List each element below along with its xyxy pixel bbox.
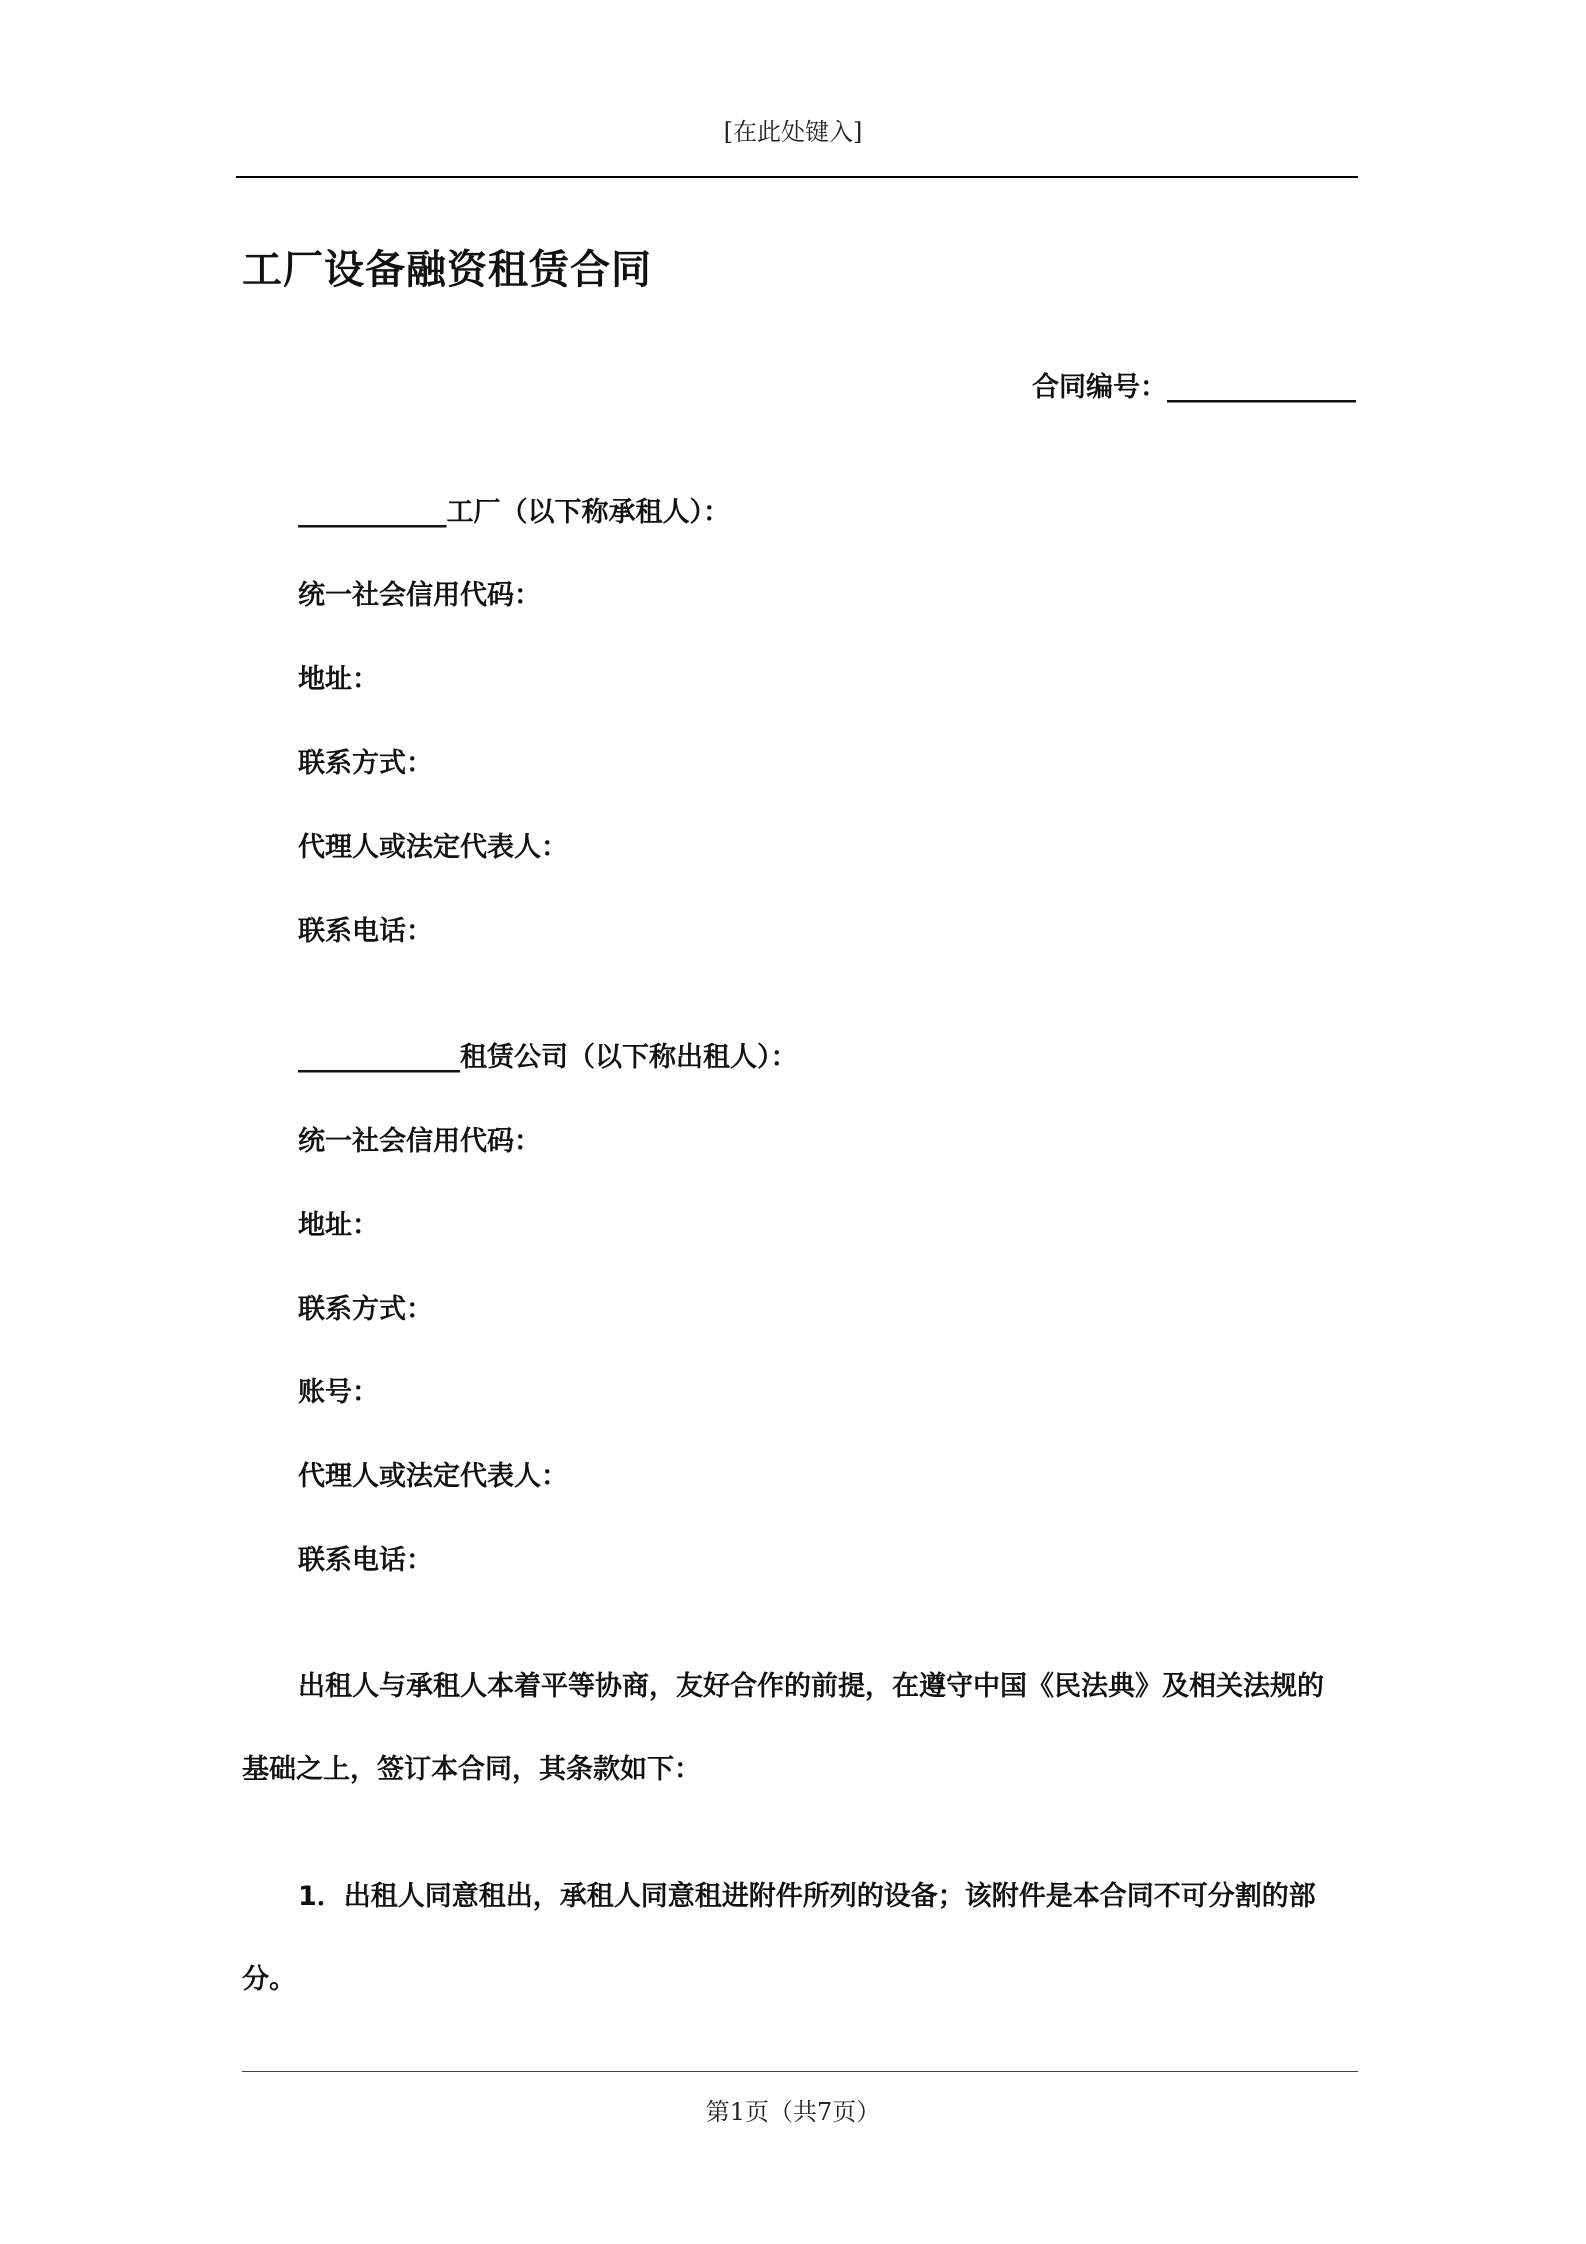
- header-divider: [236, 176, 1358, 178]
- intro-line-2: 基础之上，签订本合同，其条款如下：: [242, 1754, 701, 1785]
- lessor-agent: 代理人或法定代表人：: [298, 1461, 568, 1492]
- clause-1-line-2: 分。: [242, 1964, 296, 1995]
- lessor-address: 地址：: [298, 1210, 379, 1241]
- footer-divider: [242, 2071, 1358, 2072]
- intro-line-1: 出租人与承租人本着平等协商，友好合作的前提，在遵守中国《民法典》及相关法规的: [298, 1671, 1324, 1702]
- page-number: 第1页（共7页）: [705, 2098, 881, 2126]
- lessee-phone: 联系电话：: [298, 916, 433, 947]
- lessor-credit-code: 统一社会信用代码：: [298, 1126, 541, 1157]
- lessee-credit-code: 统一社会信用代码：: [298, 580, 541, 611]
- contract-number: 合同编号：______________: [1032, 372, 1356, 403]
- lessee-agent: 代理人或法定代表人：: [298, 832, 568, 863]
- lessee-heading: ___________工厂（以下称承租人）：: [298, 497, 730, 528]
- lessee-contact-method: 联系方式：: [298, 748, 433, 779]
- lessee-address: 地址：: [298, 664, 379, 695]
- clause-1-line-1: 1．出租人同意租出，承租人同意租进附件所列的设备；该附件是本合同不可分割的部: [298, 1881, 1316, 1912]
- lessor-phone: 联系电话：: [298, 1545, 433, 1576]
- lessor-heading: ____________租赁公司（以下称出租人）：: [298, 1042, 798, 1073]
- page-header: [在此处键入]: [723, 118, 863, 146]
- lessor-contact-method: 联系方式：: [298, 1294, 433, 1325]
- document-title: 工厂设备融资租赁合同: [242, 247, 652, 293]
- lessor-account: 账号：: [298, 1377, 379, 1408]
